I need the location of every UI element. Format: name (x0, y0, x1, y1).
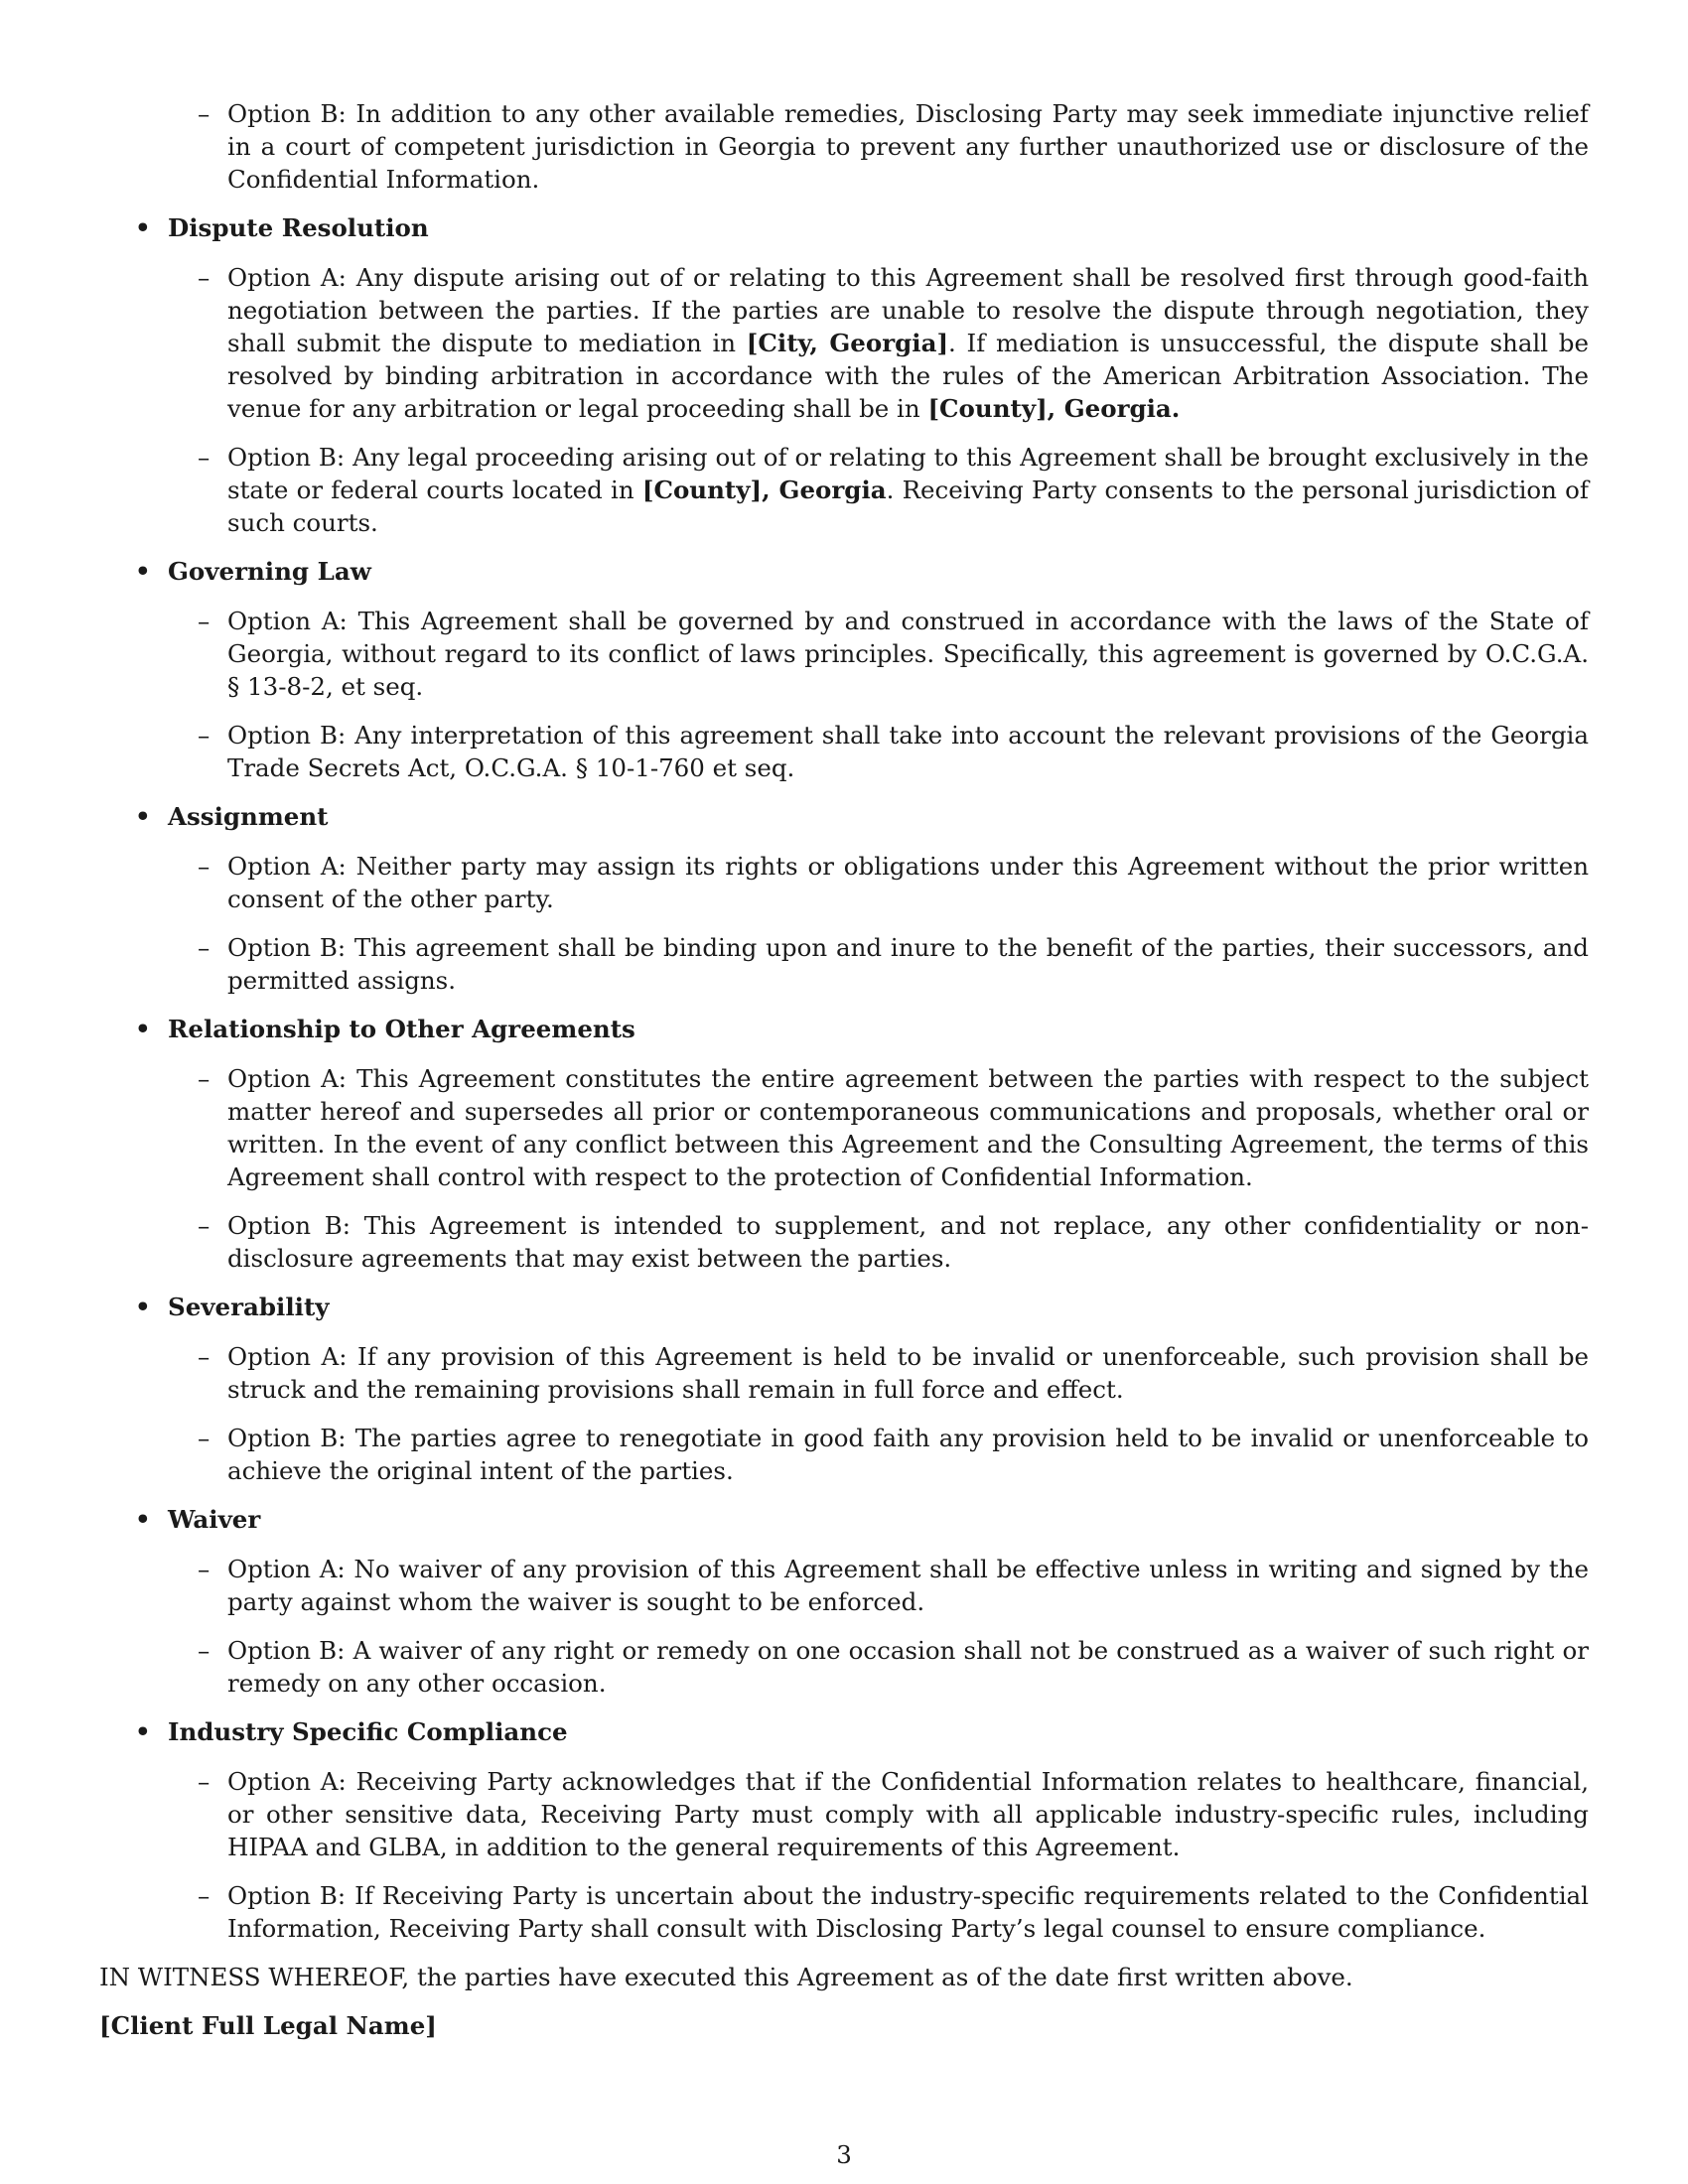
option-item (168, 1209, 1589, 1275)
placeholder-text: [City, Georgia] (746, 329, 949, 357)
placeholder-text: [County], Georgia. (927, 394, 1181, 423)
option-text: Option B: A waiver of any right or remedy on one occasion shall not be construed as a waiver of such right or remedy on any other occasion. (227, 1636, 1589, 1698)
option-text: Option B: Any interpretation of this agreement shall take into account the relevant provisions of the Georgia Trade Secrets Act, O.C.G.A. § 10-1-760 et seq. (227, 721, 1589, 782)
dash-marker: – (198, 263, 211, 292)
section-title: Relationship to Other Agreements (168, 1015, 635, 1043)
bullet-marker: • (135, 802, 151, 831)
clause-section (99, 1013, 1589, 1275)
option-item (168, 605, 1589, 703)
dash-marker: – (198, 1211, 211, 1240)
section-title: Severability (168, 1293, 330, 1321)
option-list (168, 605, 1589, 784)
dash-marker: – (198, 1767, 211, 1796)
section-title: Assignment (168, 802, 329, 831)
option-item (168, 441, 1589, 539)
signature-name: [Client Full Legal Name] (99, 2011, 437, 2040)
witness-statement: IN WITNESS WHEREOF, the parties have executed this Agreement as of the date first written above. (99, 1963, 1353, 1991)
option-item (168, 1879, 1589, 1945)
dash-marker: – (198, 1064, 211, 1093)
dash-marker: – (198, 443, 211, 472)
placeholder-text: [County], Georgia (641, 476, 887, 504)
dash-marker: – (198, 1881, 211, 1910)
dash-marker: – (198, 1342, 211, 1371)
option-item (168, 261, 1589, 425)
option-text: Option A: If any provision of this Agreement is held to be invalid or unenforceable, such provision shall be struck and the remaining provisions shall remain in full force and effect. (227, 1342, 1589, 1404)
continuation-option (99, 97, 1589, 196)
option-text: Option A: Neither party may assign its rights or obligations under this Agreement without the prior written consent of the other party. (227, 852, 1589, 913)
option-item (168, 1765, 1589, 1863)
bullet-marker: • (135, 1293, 151, 1321)
bullet-marker: • (135, 1505, 151, 1534)
option-text: Option A: This Agreement constitutes the entire agreement between the parties with respect to the subject matter hereof and supersedes all prior or contemporaneous communications and proposals, whether oral or written. In the event of any conflict between this Agreement and the Consulting Agreement, the terms of this Agreement shall control with respect to the protection of Confidential Information. (227, 1064, 1589, 1191)
option-text: Option A: Any dispute arising out of or relating to this Agreement shall be resolved first through good-faith negotiation between the parties. If the parties are unable to resolve the dispute through negotiation, they shall submit the dispute to mediation in (227, 263, 1589, 357)
clause-section (99, 1291, 1589, 1487)
dash-marker: – (198, 1424, 211, 1452)
bullet-marker: • (135, 1015, 151, 1043)
option-text: Option B: This Agreement is intended to supplement, and not replace, any other confidentiality or non-disclosure agreements that may exist between the parties. (227, 1211, 1589, 1273)
dash-marker: – (198, 721, 211, 750)
dash-marker: – (198, 1555, 211, 1583)
option-item (168, 1422, 1589, 1487)
option-text: Option B: This agreement shall be binding upon and inure to the benefit of the parties, their successors, and permitted assigns. (227, 933, 1589, 995)
option-text: Option A: No waiver of any provision of this Agreement shall be effective unless in writing and signed by the party against whom the waiver is sought to be enforced. (227, 1555, 1589, 1616)
clause-section (99, 1715, 1589, 1945)
document-page (99, 97, 1589, 2042)
clause-section (99, 1503, 1589, 1700)
option-list (168, 1340, 1589, 1487)
option-item (168, 1553, 1589, 1618)
dash-marker: – (198, 99, 211, 128)
clause-section (99, 555, 1589, 784)
option-item (168, 1340, 1589, 1406)
clause-section (99, 800, 1589, 997)
section-title: Dispute Resolution (168, 213, 429, 242)
option-item (168, 1062, 1589, 1193)
clause-list (99, 211, 1589, 1945)
option-item (168, 850, 1589, 915)
option-list (168, 1765, 1589, 1945)
option-list (168, 261, 1589, 539)
dash-marker: – (198, 607, 211, 635)
page-number: 3 (836, 2140, 852, 2169)
section-title: Governing Law (168, 557, 371, 586)
option-text: . Receiving Party consents to the personal jurisdiction of such courts. (227, 476, 1589, 537)
dash-marker: – (198, 1636, 211, 1665)
option-text: Option B: The parties agree to renegotiate in good faith any provision held to be invalid or unenforceable to achieve the original intent of the parties. (227, 1424, 1589, 1485)
option-text: Option B: If Receiving Party is uncertain about the industry-specific requirements related to the Confidential Information, Receiving Party shall consult with Disclosing Party’s legal counsel to ensure compliance. (227, 1881, 1589, 1943)
option-list (168, 1553, 1589, 1700)
option-text: . If mediation is unsuccessful, the dispute shall be resolved by binding arbitration in accordance with the rules of the American Arbitration Association. The venue for any arbitration or legal proceeding shall be in (227, 329, 1589, 423)
option-item (168, 719, 1589, 784)
clause-section (99, 211, 1589, 539)
bullet-marker: • (135, 557, 151, 586)
option-list (168, 1062, 1589, 1275)
continuation-text: Option B: In addition to any other available remedies, Disclosing Party may seek immediate injunctive relief in a court of competent jurisdiction in Georgia to prevent any further unauthorized use or disclosure of the Confidential Information. (227, 99, 1589, 194)
option-text: Option A: Receiving Party acknowledges that if the Confidential Information relates to healthcare, financial, or other sensitive data, Receiving Party must comply with all applicable industry-specific rules, including HIPAA and GLBA, in addition to the general requirements of this Agreement. (227, 1767, 1589, 1861)
bullet-marker: • (135, 1717, 151, 1746)
option-text: Option A: This Agreement shall be governed by and construed in accordance with the laws of the State of Georgia, without regard to its conflict of laws principles. Specifically, this agreement is governed by O.C.G.A. § 13-8-2, et seq. (227, 607, 1589, 701)
option-text: Option B: Any legal proceeding arising out of or relating to this Agreement shall be brought exclusively in the state or federal courts located in (227, 443, 1589, 504)
option-item (168, 931, 1589, 997)
dash-marker: – (198, 933, 211, 962)
section-title: Industry Specific Compliance (168, 1717, 568, 1746)
option-item (168, 1634, 1589, 1700)
bullet-marker: • (135, 213, 151, 242)
section-title: Waiver (168, 1505, 261, 1534)
dash-marker: – (198, 852, 211, 881)
option-list (168, 850, 1589, 997)
